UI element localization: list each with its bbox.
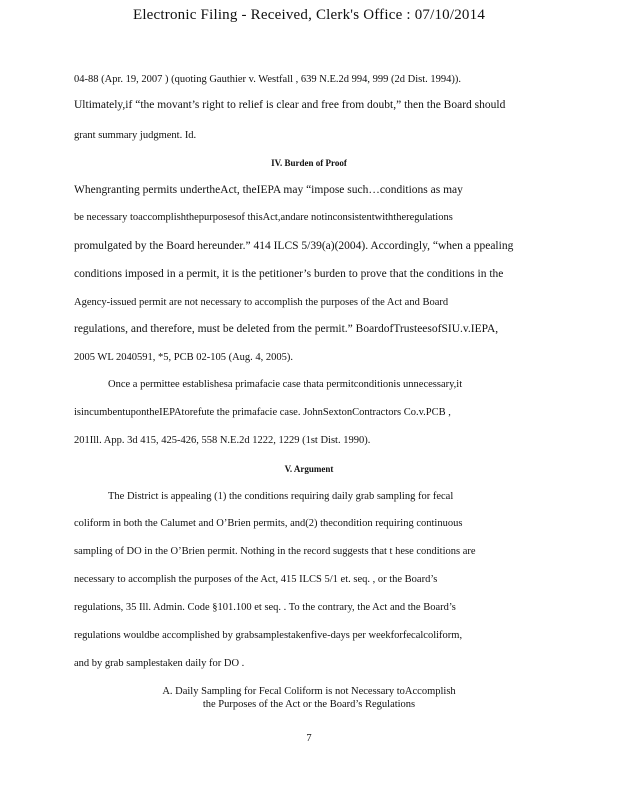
- text-line: regulations, 35 Ill. Admin. Code §101.100 et seq. . To the contrary, the Act and the Board’s: [74, 602, 456, 613]
- text-line: and by grab samplestaken daily for DO .: [74, 658, 245, 669]
- text-line: The District is appealing (1) the conditions requiring daily grab sampling for fecal: [108, 491, 454, 502]
- text-line: Whengranting permits undertheAct, theIEPA may “impose such…conditions as may: [74, 184, 463, 196]
- section-heading: V. Argument: [284, 464, 334, 474]
- text-line: conditions imposed in a permit, it is the petitioner’s burden to prove that the conditions in the: [74, 268, 504, 280]
- section-heading: IV. Burden of Proof: [271, 158, 347, 168]
- text-line: 04-88 (Apr. 19, 2007 ) (quoting Gauthier v. Westfall , 639 N.E.2d 994, 999 (2d Dist. 1994)).: [74, 74, 462, 85]
- text-line: 201Ill. App. 3d 415, 425-426, 558 N.E.2d 1222, 1229 (1st Dist. 1990).: [74, 435, 371, 446]
- text-line: sampling of DO in the O’Brien permit. Nothing in the record suggests that t hese conditions are: [74, 546, 476, 557]
- text-line: Agency-issued permit are not necessary to accomplish the purposes of the Act and Board: [74, 297, 449, 308]
- filing-header: Electronic Filing - Received, Clerk's Office : 07/10/2014: [132, 7, 486, 23]
- text-line: coliform in both the Calumet and O’Brien permits, and(2) thecondition requiring continuous: [74, 518, 463, 529]
- text-line: Ultimately,if “the movant’s right to relief is clear and free from doubt,” then the Board should: [74, 99, 506, 111]
- text-line: regulations, and therefore, must be deleted from the permit.” BoardofTrusteesofSIU.v.IEPA,: [74, 323, 499, 335]
- subheading-line-2: the Purposes of the Act or the Board’s Regulations: [202, 699, 416, 710]
- text-line: 2005 WL 2040591, *5, PCB 02-105 (Aug. 4, 2005).: [74, 352, 294, 363]
- text-line: be necessary toaccomplishthepurposesof thisAct,andare notinconsistentwiththeregulations: [74, 212, 453, 223]
- text-line: isincumbentupontheIEPAtorefute the primafacie case. JohnSextonContractors Co.v.PCB ,: [74, 407, 451, 418]
- text-line: regulations wouldbe accomplished by grabsamplestakenfive-days per weekforfecalcoliform,: [74, 630, 463, 641]
- text-line: necessary to accomplish the purposes of the Act, 415 ILCS 5/1 et. seq. , or the Board’s: [74, 574, 438, 585]
- subheading-line-1: A. Daily Sampling for Fecal Coliform is not Necessary toAccomplish: [162, 686, 456, 697]
- text-line: promulgated by the Board hereunder.” 414 ILCS 5/39(a)(2004). Accordingly, “when a ppealing: [74, 240, 514, 252]
- page-number: 7: [306, 733, 312, 744]
- text-line: grant summary judgment. Id.: [74, 130, 197, 141]
- text-line: Once a permittee establishesa primafacie case thata permitconditionis unnecessary,it: [108, 379, 463, 390]
